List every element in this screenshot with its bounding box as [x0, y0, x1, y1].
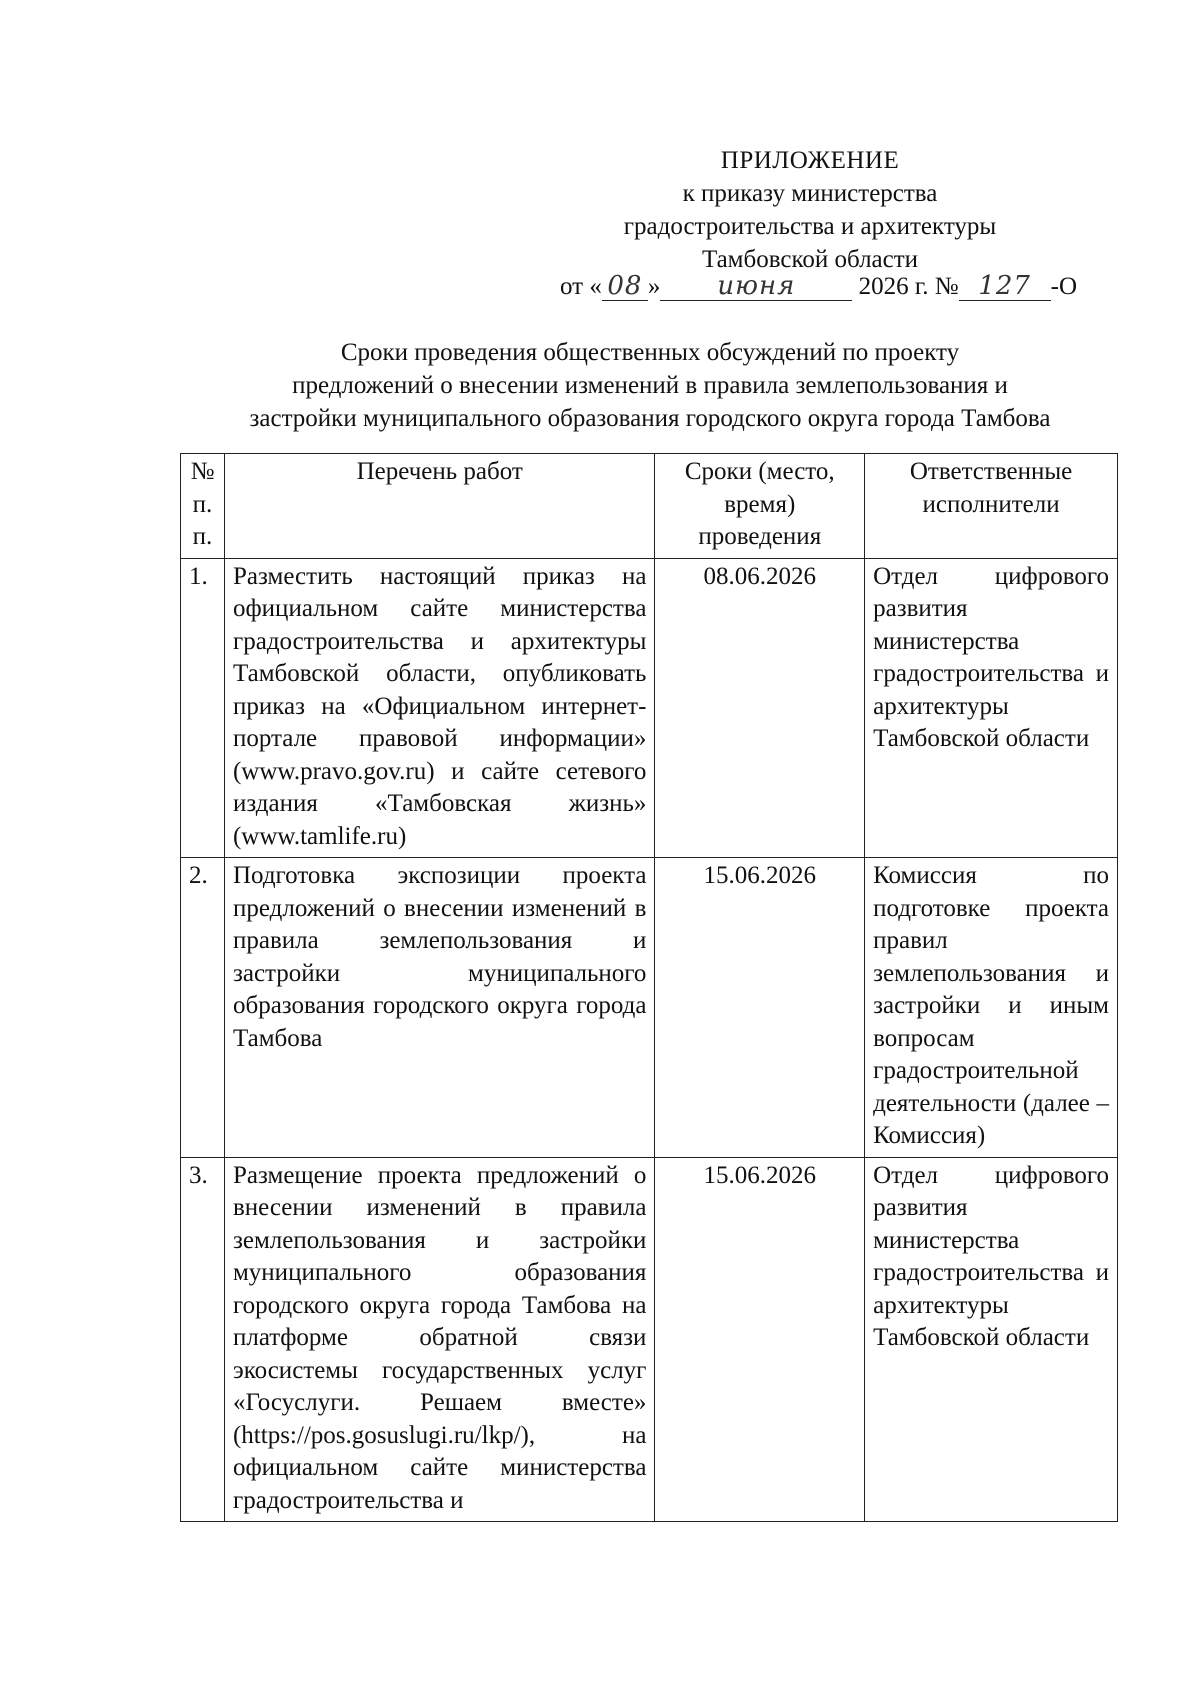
table-row [181, 558, 1118, 858]
row-num: 2. [181, 858, 225, 1158]
document-heading [180, 336, 1120, 435]
order-date-line [560, 272, 1120, 301]
row-num: 1. [181, 558, 225, 858]
row-work: Разместить настоящий приказ на официальном сайте министерства градостроительства и архитектуры Тамбовской области, опубликовать приказ на «Официальном интернет-портале правовой информации» (www.pravo.gov.ru) и сайте сетевого издания «Тамбовская жизнь» (www.tamlife.ru) [224, 558, 654, 858]
date-prefix: от « [560, 273, 602, 300]
heading-line-2: предложений о внесении изменений в правила землепользования и [292, 372, 1008, 399]
header-dates: Сроки (место, время) проведения [655, 454, 865, 559]
row-date: 15.06.2026 [655, 858, 865, 1158]
row-date: 15.06.2026 [655, 1157, 865, 1522]
header-works: Перечень работ [224, 454, 654, 559]
month-field [660, 272, 852, 301]
row-responsible: Отдел цифрового развития министерства градостроительства и архитектуры Тамбовской области [865, 1157, 1118, 1522]
number-suffix: -О [1050, 273, 1078, 300]
quote-close: » [647, 273, 661, 300]
appendix-header [560, 144, 1060, 276]
appendix-line-ministry: градостроительства и архитектуры [623, 213, 997, 240]
day-field [602, 272, 648, 301]
row-work: Подготовка экспозиции проекта предложений о внесении изменений в правила землепользования и застройки муниципального образования городского округа города Тамбова [224, 858, 654, 1158]
row-date: 08.06.2026 [655, 558, 865, 858]
appendix-title: ПРИЛОЖЕНИЕ [720, 147, 900, 174]
year-text: 2026 г. № [858, 273, 959, 300]
heading-line-1: Сроки проведения общественных обсуждений по проекту [340, 339, 960, 366]
header-responsible: Ответственные исполнители [865, 454, 1118, 559]
heading-line-3: застройки муниципального образования городского округа города Тамбова [249, 405, 1051, 432]
row-work: Размещение проекта предложений о внесении изменений в правила землепользования и застройки муниципального образования городского округа города Тамбова на платформе обратной связи экосистемы государственных услуг «Госуслуги. Решаем вместе» (https://pos.gosuslugi.ru/lkp/), на официальном сайте министерства градостроительства и [224, 1157, 654, 1522]
header-num: № п. п. [181, 454, 225, 559]
number-field [959, 272, 1051, 301]
handwritten-month: июня [717, 271, 796, 301]
works-schedule-table [180, 453, 1118, 1522]
appendix-line-order: к приказу министерства [682, 180, 938, 207]
appendix-line-region: Тамбовской области [701, 246, 919, 273]
table-row [181, 1157, 1118, 1522]
row-responsible: Отдел цифрового развития министерства градостроительства и архитектуры Тамбовской области [865, 558, 1118, 858]
handwritten-day: 08 [607, 271, 643, 301]
row-num: 3. [181, 1157, 225, 1522]
table-header-row [181, 454, 1118, 559]
handwritten-number: 127 [978, 271, 1031, 301]
table-row [181, 858, 1118, 1158]
row-responsible: Комиссия по подготовке проекта правил землепользования и застройки и иным вопросам градостроительной деятельности (далее – Комиссия) [865, 858, 1118, 1158]
